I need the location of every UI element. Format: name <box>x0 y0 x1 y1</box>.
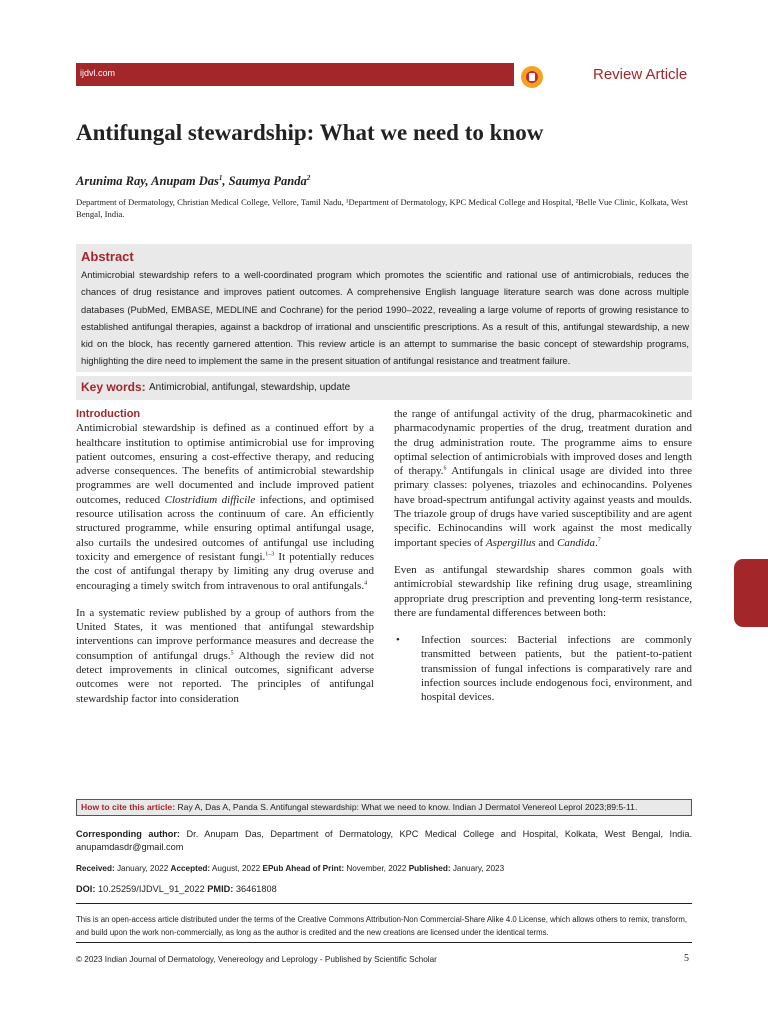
abstract-panel <box>76 244 692 372</box>
paragraph-1 <box>76 421 374 593</box>
p3-and: and <box>535 536 558 549</box>
doi-line <box>76 884 692 894</box>
accepted-label: Accepted: <box>170 864 211 873</box>
body-column-right <box>394 407 692 705</box>
p3-text-b: Antifungals in clinical usage are divided into three primary classes: polyenes, triazoles and echinocandins. Polyenes have broad-spectrum antifungal activity against yeasts and moulds. The triazole group of drugs have varied susceptibility and are agent specific. Echinocandins will work against the most medically important species of <box>394 465 692 549</box>
citation-ref[interactable]: 5 <box>230 650 234 657</box>
page-number: 5 <box>684 953 689 964</box>
accepted-date: August, 2022 <box>210 864 263 873</box>
received-date: January, 2022 <box>114 864 171 873</box>
paragraph-3 <box>394 407 692 550</box>
citation-ref[interactable]: 7 <box>597 537 601 544</box>
affiliations: Department of Dermatology, Christian Medical College, Vellore, Tamil Nadu, ¹Department of Dermatology, KPC Medical College and Hospital, ²Belle Vue Clinic, Kolkata, West Bengal, India. <box>76 197 688 219</box>
received-label: Received: <box>76 864 115 873</box>
author-2-affil-marker: 1 <box>218 174 223 182</box>
body-column-left <box>76 407 374 706</box>
header-bar <box>76 63 514 86</box>
p3-genus-1: Aspergillus <box>485 536 536 549</box>
epub-date: November, 2022 <box>344 864 409 873</box>
p3-genus-2: Candida <box>557 536 595 549</box>
article-dates <box>76 864 692 873</box>
p3-end: . <box>594 536 598 549</box>
p1-text-a: Antimicrobial stewardship is defined as a continued effort by a healthcare institution to optimise antimicrobial use for improving patient outcomes, ensuring a cost-effective therapy, and reducing adverse consequences. The benefits of antimicrobial stewardship programmes are well documented and include improved patient outcomes, reduced <box>76 422 374 506</box>
copyright-footer: © 2023 Indian Journal of Dermatology, Venereology and Leprology - Published by Scientific Scholar <box>76 955 437 964</box>
author-1[interactable]: Arunima Ray, <box>76 174 152 189</box>
paragraph-2 <box>76 606 374 706</box>
citation-box <box>76 799 692 816</box>
correspondence-label: Corresponding author: <box>76 829 180 839</box>
divider <box>76 942 692 943</box>
list-item <box>394 633 692 704</box>
article-title: Antifungal stewardship: What we need to know <box>76 120 544 145</box>
p1-species-name: Clostridium difficile <box>164 493 256 506</box>
open-access-icon <box>521 66 543 88</box>
divider <box>76 903 692 904</box>
author-3[interactable]: Saumya Panda <box>228 174 307 189</box>
license-text: This is an open-access article distributed under the terms of the Creative Commons Attribution-Non Commercial-Share Alike 4.0 License, which allows others to remix, transform, and build upon the work non-commercially, as long as the author is credited and the new creations are licensed under the identical terms. <box>76 915 688 937</box>
abstract-text: Antimicrobial stewardship refers to a well-coordinated program which promotes the scientific and rational use of antimicrobials, reduces the chances of drug resistance and improves patient outcomes. A comprehensive English language literature search was done across multiple databases (PubMed, EMBASE, MEDLINE and Cochrane) for the period 1990–2022, revealing a large volume of reports of growing resistance to established antifungal therapies, against a backdrop of irrational and unscientific prescriptions. As a result of this, antifungal stewardship, a new kid on the block, has recently garnered attention. This review article is an attempt to summarise the basic concept of stewardship programs, highlighting the dire need to implement the same in the present situation of antifungal resistance and treatment failure. <box>81 269 689 367</box>
bullet-icon: • <box>396 634 400 647</box>
correspondence-text[interactable]: Dr. Anupam Das, Department of Dermatology, KPC Medical College and Hospital, Kolkata, West Bengal, India. anupamdasdr@gmail.com <box>76 829 692 852</box>
published-date: January, 2023 <box>450 864 505 873</box>
citation-text: Ray A, Das A, Panda S. Antifungal stewardship: What we need to know. Indian J Dermatol Venereol Leprol 2023;89:5-11. <box>175 802 638 812</box>
doi-value[interactable]: 10.25259/IJDVL_91_2022 <box>95 884 208 894</box>
p1-text-c: It potentially reduces the cost of antifungal therapy by limiting any drug overuse and encouraging a timely switch from intravenous to oral antifungals. <box>76 550 374 592</box>
p1-text-b: infections, and optimised resource utilisation across the continuum of care. An efficiently structured programme, while ensuring optimal antifungal usage, also curtails the undesired outcomes of antifungal use including toxicity and emergence of resistant fungi. <box>76 493 374 563</box>
author-separator: , <box>222 174 229 189</box>
introduction-heading: Introduction <box>76 408 141 420</box>
citation-ref[interactable]: 4 <box>364 579 368 586</box>
keywords-label: Key words: <box>81 380 146 394</box>
keywords-panel <box>76 376 692 400</box>
author-3-affil-marker: 2 <box>306 174 311 182</box>
site-url-link[interactable]: ijdvl.com <box>80 68 116 78</box>
p3-text-a: the range of antifungal activity of the drug, pharmacokinetic and pharmacodynamic properties of the drug, treatment duration and the drug administration route. The programme aims to ensure optimal selection of antimicrobials with improved doses and length of therapy. <box>394 408 692 478</box>
citation-ref[interactable]: 6 <box>443 465 447 472</box>
author-2[interactable]: Anupam Das <box>151 174 219 189</box>
citation-ref[interactable]: 1–3 <box>265 551 275 558</box>
p2-text-b: Although the review did not detect improvements in clinical outcomes, significant adverse outcomes were not reported. The principles of antifungal stewardship factor into consideration <box>76 649 374 705</box>
correspondence <box>76 828 692 854</box>
bullet-text: Infection sources: Bacterial infections are commonly transmitted between patients, but the patient-to-patient transmission of fungal infections is comparatively rare and infection sources include endogenous foci, environment, and hospital devices. <box>421 634 692 704</box>
pmid-label: PMID: <box>207 884 234 894</box>
paragraph-4: Even as antifungal stewardship shares common goals with antimicrobial stewardship like refining drug usage, streamlining appropriate drug prescription and preventing long-term resistance, there are fundamental differences between both: <box>394 563 692 619</box>
pmid-value[interactable]: 36461808 <box>233 884 277 894</box>
doi-label: DOI: <box>76 884 96 894</box>
epub-label: EPub Ahead of Print: <box>262 864 345 873</box>
citation-label: How to cite this article: <box>81 802 176 812</box>
side-tab-marker <box>734 559 768 627</box>
p2-text-a: In a systematic review published by a group of authors from the United States, it was mentioned that antifungal stewardship interventions can improve performance measures and decrease the consumption of antifungal drugs. <box>76 606 374 662</box>
author-list <box>76 174 310 189</box>
published-label: Published: <box>408 864 451 873</box>
article-type-label: Review Article <box>593 66 688 83</box>
keywords-text: Antimicrobial, antifungal, stewardship, update <box>149 382 351 393</box>
abstract-heading: Abstract <box>81 249 134 264</box>
